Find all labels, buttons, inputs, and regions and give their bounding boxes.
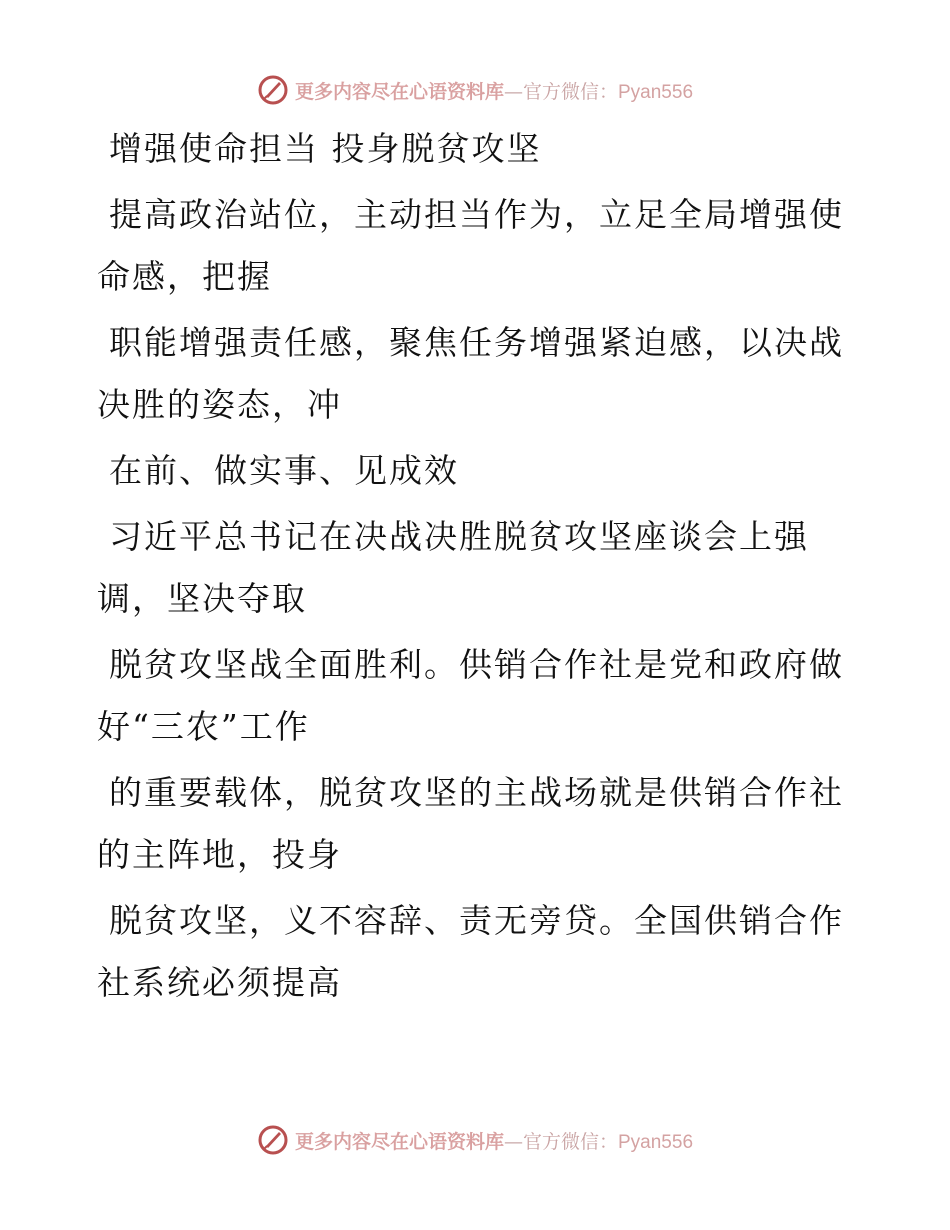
text-line: 好“三农”工作 (97, 707, 310, 746)
watermark-text (295, 77, 693, 104)
watermark-main: 更多内容尽在心语资料库 (294, 1130, 504, 1153)
watermark-main: 更多内容尽在心语资料库 (294, 80, 504, 103)
document-body (97, 118, 844, 1014)
quill-logo-icon (257, 74, 289, 106)
text-line: 习近平总书记在决战决胜脱贫攻坚座谈会上强 (109, 517, 809, 556)
watermark-wechat-label: 官方微信： (522, 80, 618, 103)
watermark-dash: — (503, 80, 523, 103)
watermark-wechat-label: 官方微信： (522, 1130, 618, 1153)
text-line: 脱贫攻坚战全面胜利。供销合作社是党和政府做 (109, 645, 844, 684)
text-line: 脱贫攻坚，义不容辞、责无旁贷。全国供销合作 (109, 901, 844, 940)
text-line: 职能增强责任感，聚焦任务增强紧迫感，以决战 (109, 323, 844, 362)
text-line: 社系统必须提高 (97, 963, 342, 1002)
text-line: 命感，把握 (97, 257, 272, 296)
text-line: 决胜的姿态，冲 (97, 385, 342, 424)
watermark-text (295, 1127, 693, 1154)
header-watermark (0, 70, 950, 110)
watermark-handle: Pyan556 (618, 81, 694, 103)
text-line: 在前、做实事、见成效 (109, 451, 459, 490)
text-line: 的重要载体，脱贫攻坚的主战场就是供销合作社 (109, 773, 844, 812)
footer-watermark (0, 1120, 950, 1160)
watermark-dash: — (503, 1130, 523, 1153)
document-title: 增强使命担当 投身脱贫攻坚 (109, 129, 542, 168)
text-line: 调，坚决夺取 (97, 579, 307, 618)
text-line: 的主阵地，投身 (97, 835, 342, 874)
quill-logo-icon (257, 1124, 289, 1156)
text-line: 提高政治站位，主动担当作为，立足全局增强使 (109, 195, 844, 234)
watermark-handle: Pyan556 (618, 1131, 694, 1153)
